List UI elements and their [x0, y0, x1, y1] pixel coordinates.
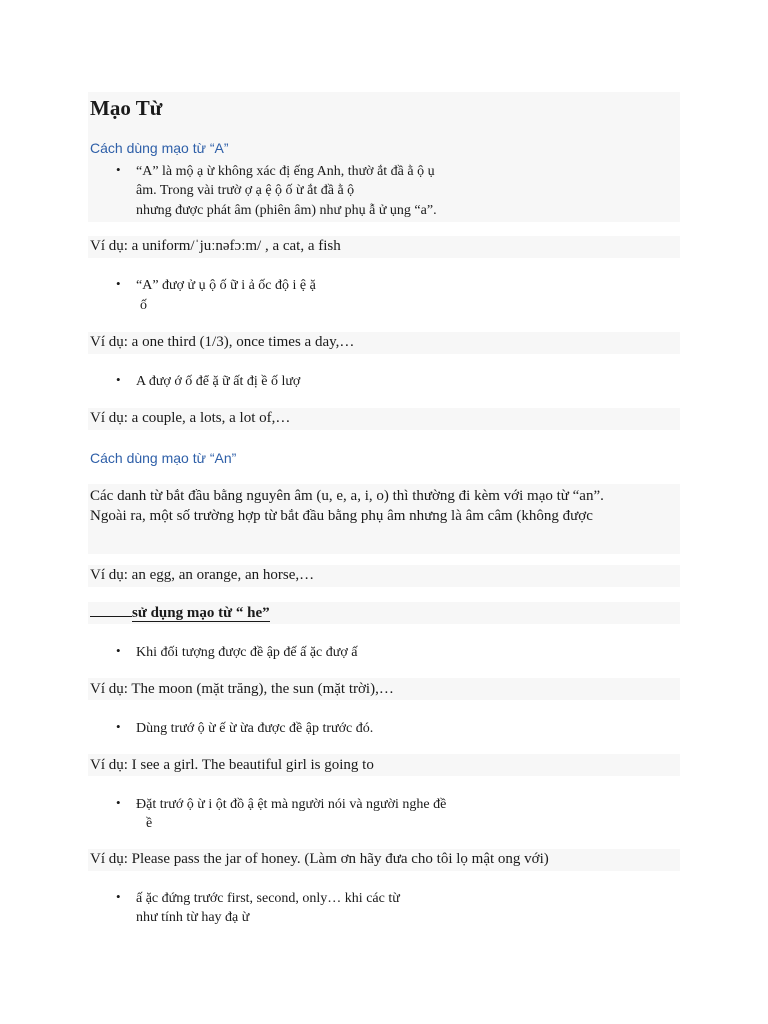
example-a-2: Ví dụ: a one third (1/3), once times a day,… — [90, 334, 355, 350]
bullet-a-3: A đượ ớ ố để ặ ữ ất đị ề ố lượ — [136, 374, 301, 389]
bullet-the-3-line-2: ề — [146, 816, 153, 831]
bullet-icon: • — [116, 719, 121, 734]
bullet-icon: • — [116, 162, 121, 177]
bullet-the-4-line-2: như tính từ hay đạ ừ — [136, 910, 250, 925]
example-a-3: Ví dụ: a couple, a lots, a lot of,… — [90, 410, 291, 426]
section-heading-the: sử dụng mạo từ “ he” — [90, 605, 270, 622]
section-heading-a: Cách dùng mạo từ “A” — [90, 140, 229, 156]
example-the-3: Ví dụ: Please pass the jar of honey. (Làm ơn hãy đưa cho tôi lọ mật ong với) — [90, 851, 549, 867]
bullet-icon: • — [116, 276, 121, 291]
bullet-icon: • — [116, 795, 121, 810]
bullet-the-2: Dùng trướ ộ ừ ế ừ ừa được đề ập trước đó. — [136, 721, 374, 736]
bullet-the-1: Khi đối tượng được đề ập đế ấ ặc đượ ấ — [136, 645, 358, 660]
example-the-2: Ví dụ: I see a girl. The beautiful girl is going to — [90, 757, 374, 773]
bullet-icon: • — [116, 889, 121, 904]
example-the-1: Ví dụ: The moon (mặt trăng), the sun (mặt trời),… — [90, 681, 394, 697]
bullet-a-2-line-1: “A” đượ ử ụ ộ ố ữ i ả ốc độ i ệ ặ — [136, 278, 316, 293]
page-title: Mạo Từ — [90, 96, 163, 120]
bullet-a-1-line-2: âm. Trong vài trườ ợ ạ ệ ộ ố ừ ắt đầ ằ ộ — [136, 183, 355, 198]
bullet-icon: • — [116, 372, 121, 387]
bullet-the-3-line-1: Đặt trướ ộ ừ i ột đồ ậ ệt mà người nói và người nghe đề — [136, 797, 447, 812]
heading-underline-gap — [90, 616, 132, 617]
bullet-icon: • — [116, 643, 121, 658]
bullet-a-1-line-1: “A” là mộ ạ ừ không xác đị ếng Anh, thườ ắt đầ ằ ộ ụ — [136, 164, 435, 179]
paragraph-an-line-1: Các danh từ bắt đầu bằng nguyên âm (u, e, a, i, o) thì thường đi kèm với mạo từ “an”. — [90, 488, 604, 504]
paragraph-an-line-2: Ngoài ra, một số trường hợp từ bắt đầu bằng phụ âm nhưng là âm câm (không được — [90, 508, 593, 524]
bullet-a-2-line-2: ố — [140, 298, 147, 313]
bullet-a-1-line-3: nhưng được phát âm (phiên âm) như phụ ẫ ử ụng “a”. — [136, 203, 437, 218]
example-an: Ví dụ: an egg, an orange, an horse,… — [90, 567, 315, 583]
example-a-1: Ví dụ: a uniform/ˈjuːnəfɔːm/ , a cat, a fish — [90, 238, 341, 254]
bullet-the-4-line-1: ấ ặc đứng trước first, second, only… khi các từ — [136, 891, 400, 906]
section-heading-an: Cách dùng mạo từ “An” — [90, 450, 237, 466]
